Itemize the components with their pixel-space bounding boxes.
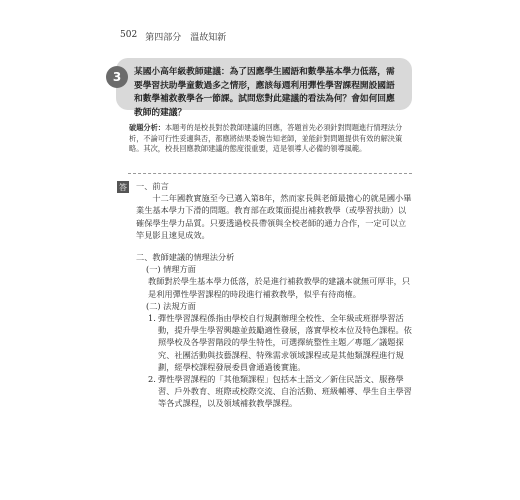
analysis-label: 破題分析： (129, 123, 165, 132)
section-title: 一、前言 (136, 181, 169, 191)
question-text: 某國小高年級教師建議：為了因應學生國語和數學基本學力低落，需要學習扶助學童數過多之情形，應該每週利用彈性學習課程開設國語和數學補救教學各一節課。試問您對此建議的看法為何？會如何回應教師的建議？ (134, 67, 395, 118)
section-paragraph: 十二年國教實施至今已邁入第8年，然而家長與老師最擔心的就是國小畢業生基本學力下滑的問題。教育部在政策面提出補救教學（或學習扶助）以確保學生學力品質。只要透過校長帶領與全校老師的通力合作，一定可以立竿見影且速見成效。 (136, 193, 412, 240)
answer-badge: 答 (119, 182, 127, 192)
list-item-number: 2. (148, 374, 156, 385)
analysis-block (129, 123, 409, 155)
list-item-number: 1. (148, 313, 156, 324)
subsection-paragraph: 教師對於學生基本學力低落，於是進行補救教學的建議本就無可厚非，只是利用彈性學習課程的時段進行補救教學，似乎有待商榷。 (148, 276, 411, 299)
divider (128, 173, 412, 174)
analysis-text: 本題考的是校長對於教師建議的回應，答題首先必須針對問題進行情理法分析，不論可行性妥適與否，都應將結果委婉告知老師，並能針對問題提供有效的解決策略。其次，校長回應教師建議的態度很重要，這是領導人必備的領導風範。 (129, 123, 403, 153)
subsection-title: (一) 情理方面 (146, 264, 196, 275)
page-number: 502 (120, 30, 138, 40)
list-item-text: 彈性學習課程係指由學校自行規劃辦理全校性、全年級或班群學習活動，提升學生學習興趣並鼓勵適性發展，落實學校本位及特色課程。依照學校及各學習階段的學生特性，可選擇統整性主題／專題／議題探究、社團活動與技藝課程、特殊需求領域課程或是其他類課程進行規劃，經學校課程發展委員會通過後實施。 (158, 313, 412, 372)
section-title: 二、教師建議的情理法分析 (136, 252, 235, 263)
list-item (136, 312, 412, 373)
page-header (120, 30, 226, 43)
question-box (112, 58, 412, 118)
list-item (136, 373, 412, 410)
question-number: 3 (106, 66, 128, 88)
list-item-text: 彈性學習課程的「其他類課程」包括本土語文／新住民語文、服務學習、戶外教育、班際或校際交流、自治活動、班級輔導、學生自主學習等各式課程，以及領域補救教學課程。 (158, 374, 412, 409)
part-title: 第四部分 溫故知新 (145, 33, 227, 43)
subsection-title: (二) 法規方面 (146, 300, 196, 311)
answer-body (136, 180, 412, 410)
